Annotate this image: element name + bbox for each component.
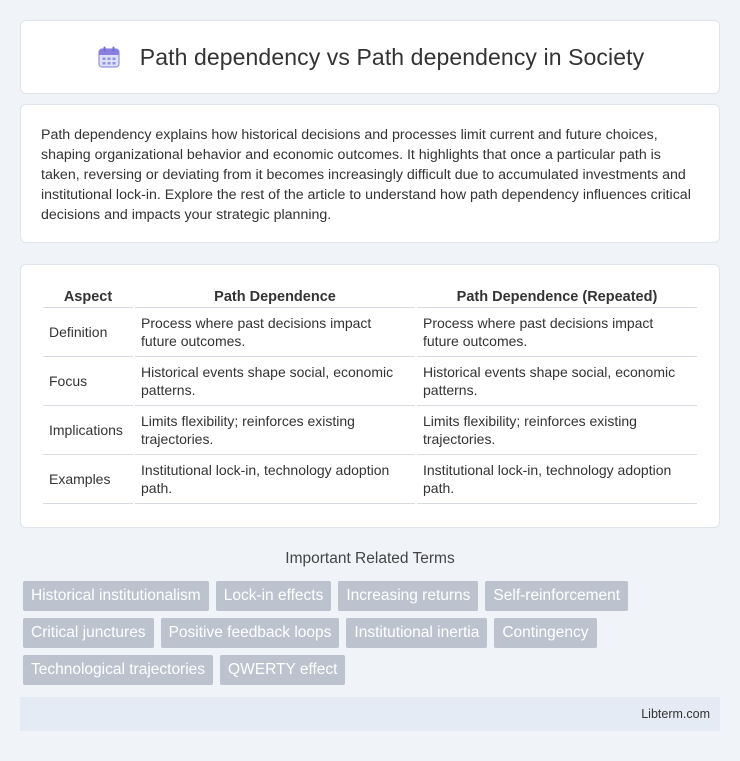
table-row (43, 357, 697, 406)
related-term-tag[interactable]: Technological trajectories (23, 655, 213, 685)
table-cell: Institutional lock-in, technology adoption path. (417, 455, 697, 504)
table-row (43, 455, 697, 504)
table-cell-aspect: Implications (43, 406, 133, 455)
intro-card (20, 104, 720, 243)
related-terms-title: Important Related Terms (285, 550, 455, 567)
table-row (43, 406, 697, 455)
related-term-tag[interactable]: Self-reinforcement (485, 581, 628, 611)
table-cell-aspect: Examples (43, 455, 133, 504)
table-cell-aspect: Definition (43, 308, 133, 357)
related-term-tag[interactable]: Historical institutionalism (23, 581, 209, 611)
table-cell: Limits flexibility; reinforces existing trajectories. (417, 406, 697, 455)
table-cell: Historical events shape social, economic patterns. (417, 357, 697, 406)
comparison-table-card (20, 264, 720, 528)
table-cell: Historical events shape social, economic patterns. (135, 357, 415, 406)
related-term-tag[interactable]: Contingency (494, 618, 596, 648)
related-term-tag[interactable]: Increasing returns (338, 581, 478, 611)
related-term-tag[interactable]: Critical junctures (23, 618, 154, 648)
related-term-tag[interactable]: Institutional inertia (346, 618, 487, 648)
table-cell: Institutional lock-in, technology adoption path. (135, 455, 415, 504)
page-title: Path dependency vs Path dependency in Society (139, 43, 645, 70)
table-header-path-dependence: Path Dependence (135, 285, 415, 308)
table-cell: Limits flexibility; reinforces existing trajectories. (135, 406, 415, 455)
footer-brand-link[interactable]: Libterm.com (641, 707, 710, 721)
table-header-row (43, 285, 697, 308)
table-cell: Process where past decisions impact future outcomes. (135, 308, 415, 357)
comparison-table (41, 285, 699, 504)
intro-text: Path dependency explains how historical decisions and processes limit current and future choices, shaping organizational behavior and economic outcomes. It highlights that once a particular path is taken, reversing or deviating from it becomes increasingly difficult due to accumulated investments and institutional lock-in. Explore the rest of the article to understand how path dependency influences critical decisions and impacts your strategic planning. (41, 127, 691, 223)
table-cell: Process where past decisions impact future outcomes. (417, 308, 697, 357)
table-row (43, 308, 697, 357)
calendar-icon (96, 44, 122, 70)
table-header-aspect: Aspect (43, 285, 133, 308)
header-card (20, 20, 720, 94)
table-header-path-dependence-repeated: Path Dependence (Repeated) (417, 285, 697, 308)
footer (20, 697, 720, 731)
related-term-tag[interactable]: Lock-in effects (216, 581, 332, 611)
related-terms-list (20, 581, 680, 685)
related-term-tag[interactable]: Positive feedback loops (161, 618, 340, 648)
related-term-tag[interactable]: QWERTY effect (220, 655, 345, 685)
table-cell-aspect: Focus (43, 357, 133, 406)
